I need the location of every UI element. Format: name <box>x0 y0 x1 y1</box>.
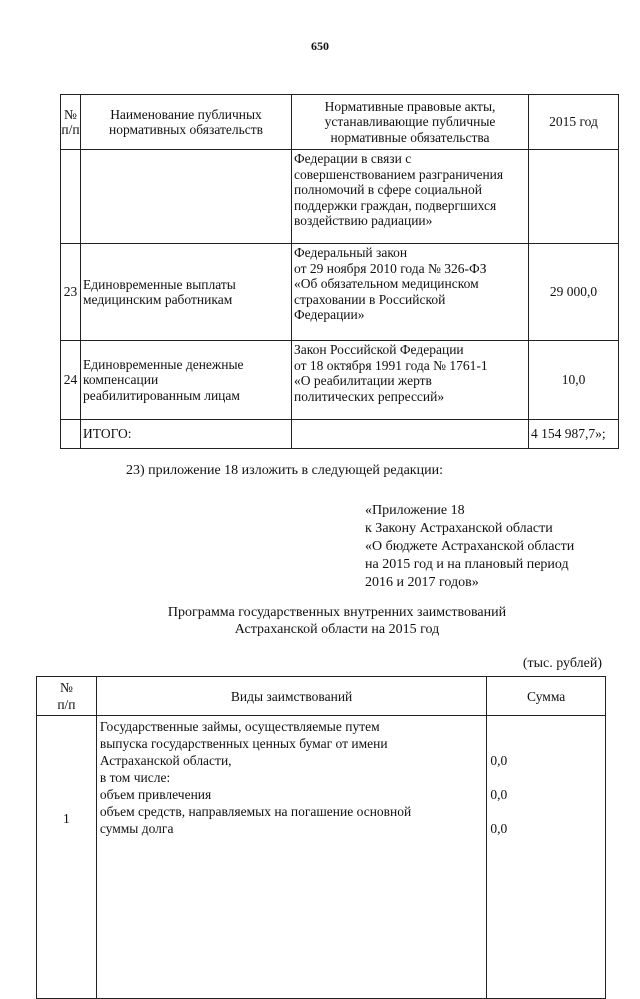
sum-value: 0,0 <box>490 821 508 836</box>
row-num: 24 <box>61 341 81 420</box>
public-obligations-table <box>60 94 619 449</box>
total-label: ИТОГО: <box>81 420 292 449</box>
row-num: 23 <box>61 244 81 341</box>
obligation-name: Единовременные выплаты медицинским работникам <box>81 244 292 341</box>
borrowing-kind: Государственные займы, осуществляемые путем выпуска государственных ценных бумаг от имени Астраханской области, в том числе: объем привлечения объем средств, направляемых на погашение основной суммы долга <box>96 716 486 999</box>
amendment-paragraph: 23) приложение 18 изложить в следующей редакции: <box>126 463 443 478</box>
sum-cell <box>487 716 606 999</box>
header-acts-line: нормативные обязательства <box>330 129 490 145</box>
sum-value: 0,0 <box>490 787 508 802</box>
table-row <box>61 150 619 244</box>
header-num: № п/п <box>37 677 97 716</box>
amount-cell: 29 000,0 <box>529 244 619 341</box>
header-num-line: № <box>64 107 77 122</box>
total-amount: 4 154 987,7»; <box>529 420 619 449</box>
header-kind: Виды заимствований <box>96 677 486 716</box>
header-name-line: нормативных обязательств <box>108 122 264 137</box>
table-header-row <box>61 95 619 150</box>
table-row <box>61 244 619 341</box>
header-num-line: п/п <box>61 122 80 137</box>
acts-cell: Федерации в связи с совершенствованием разграничения полномочий в сфере социальной поддержки граждан, подвергшихся воздействию радиации» <box>292 150 529 244</box>
obligation-name: Единовременные денежные компенсации реабилитированным лицам <box>81 341 292 420</box>
header-acts <box>292 95 529 150</box>
header-name-line: Наименование публичных <box>110 106 262 122</box>
table-header-row <box>37 677 606 716</box>
total-row <box>61 420 619 449</box>
acts-cell: Закон Российской Федерации от 18 октября 1991 года № 1761-1 «О реабилитации жертв политических репрессий» <box>292 341 529 420</box>
sum-value: 0,0 <box>490 753 508 768</box>
header-num <box>61 95 81 150</box>
header-sum: Сумма <box>487 677 606 716</box>
header-year: 2015 год <box>529 95 619 150</box>
header-acts-line: Нормативные правовые акты, <box>324 98 496 114</box>
header-name <box>81 95 292 150</box>
header-acts-line: устанавливающие публичные <box>324 114 496 130</box>
table-row <box>37 716 606 999</box>
row-num: 1 <box>37 716 97 999</box>
page-number: 650 <box>311 39 329 53</box>
appendix-heading: «Приложение 18 к Закону Астраханской области «О бюджете Астраханской области на 2015 год и на плановый период 2016 и 2017 годов» <box>365 503 575 590</box>
acts-cell: Федеральный закон от 29 ноября 2010 года № 326-ФЗ «Об обязательном медицинском страховании в Российской Федерации» <box>292 244 529 341</box>
borrowings-table <box>36 676 606 999</box>
table-row <box>61 341 619 420</box>
program-title: Программа государственных внутренних заимствований Астраханской области на 2015 год <box>167 605 507 637</box>
amount-cell: 10,0 <box>529 341 619 420</box>
units-label: (тыс. рублей) <box>522 656 602 671</box>
